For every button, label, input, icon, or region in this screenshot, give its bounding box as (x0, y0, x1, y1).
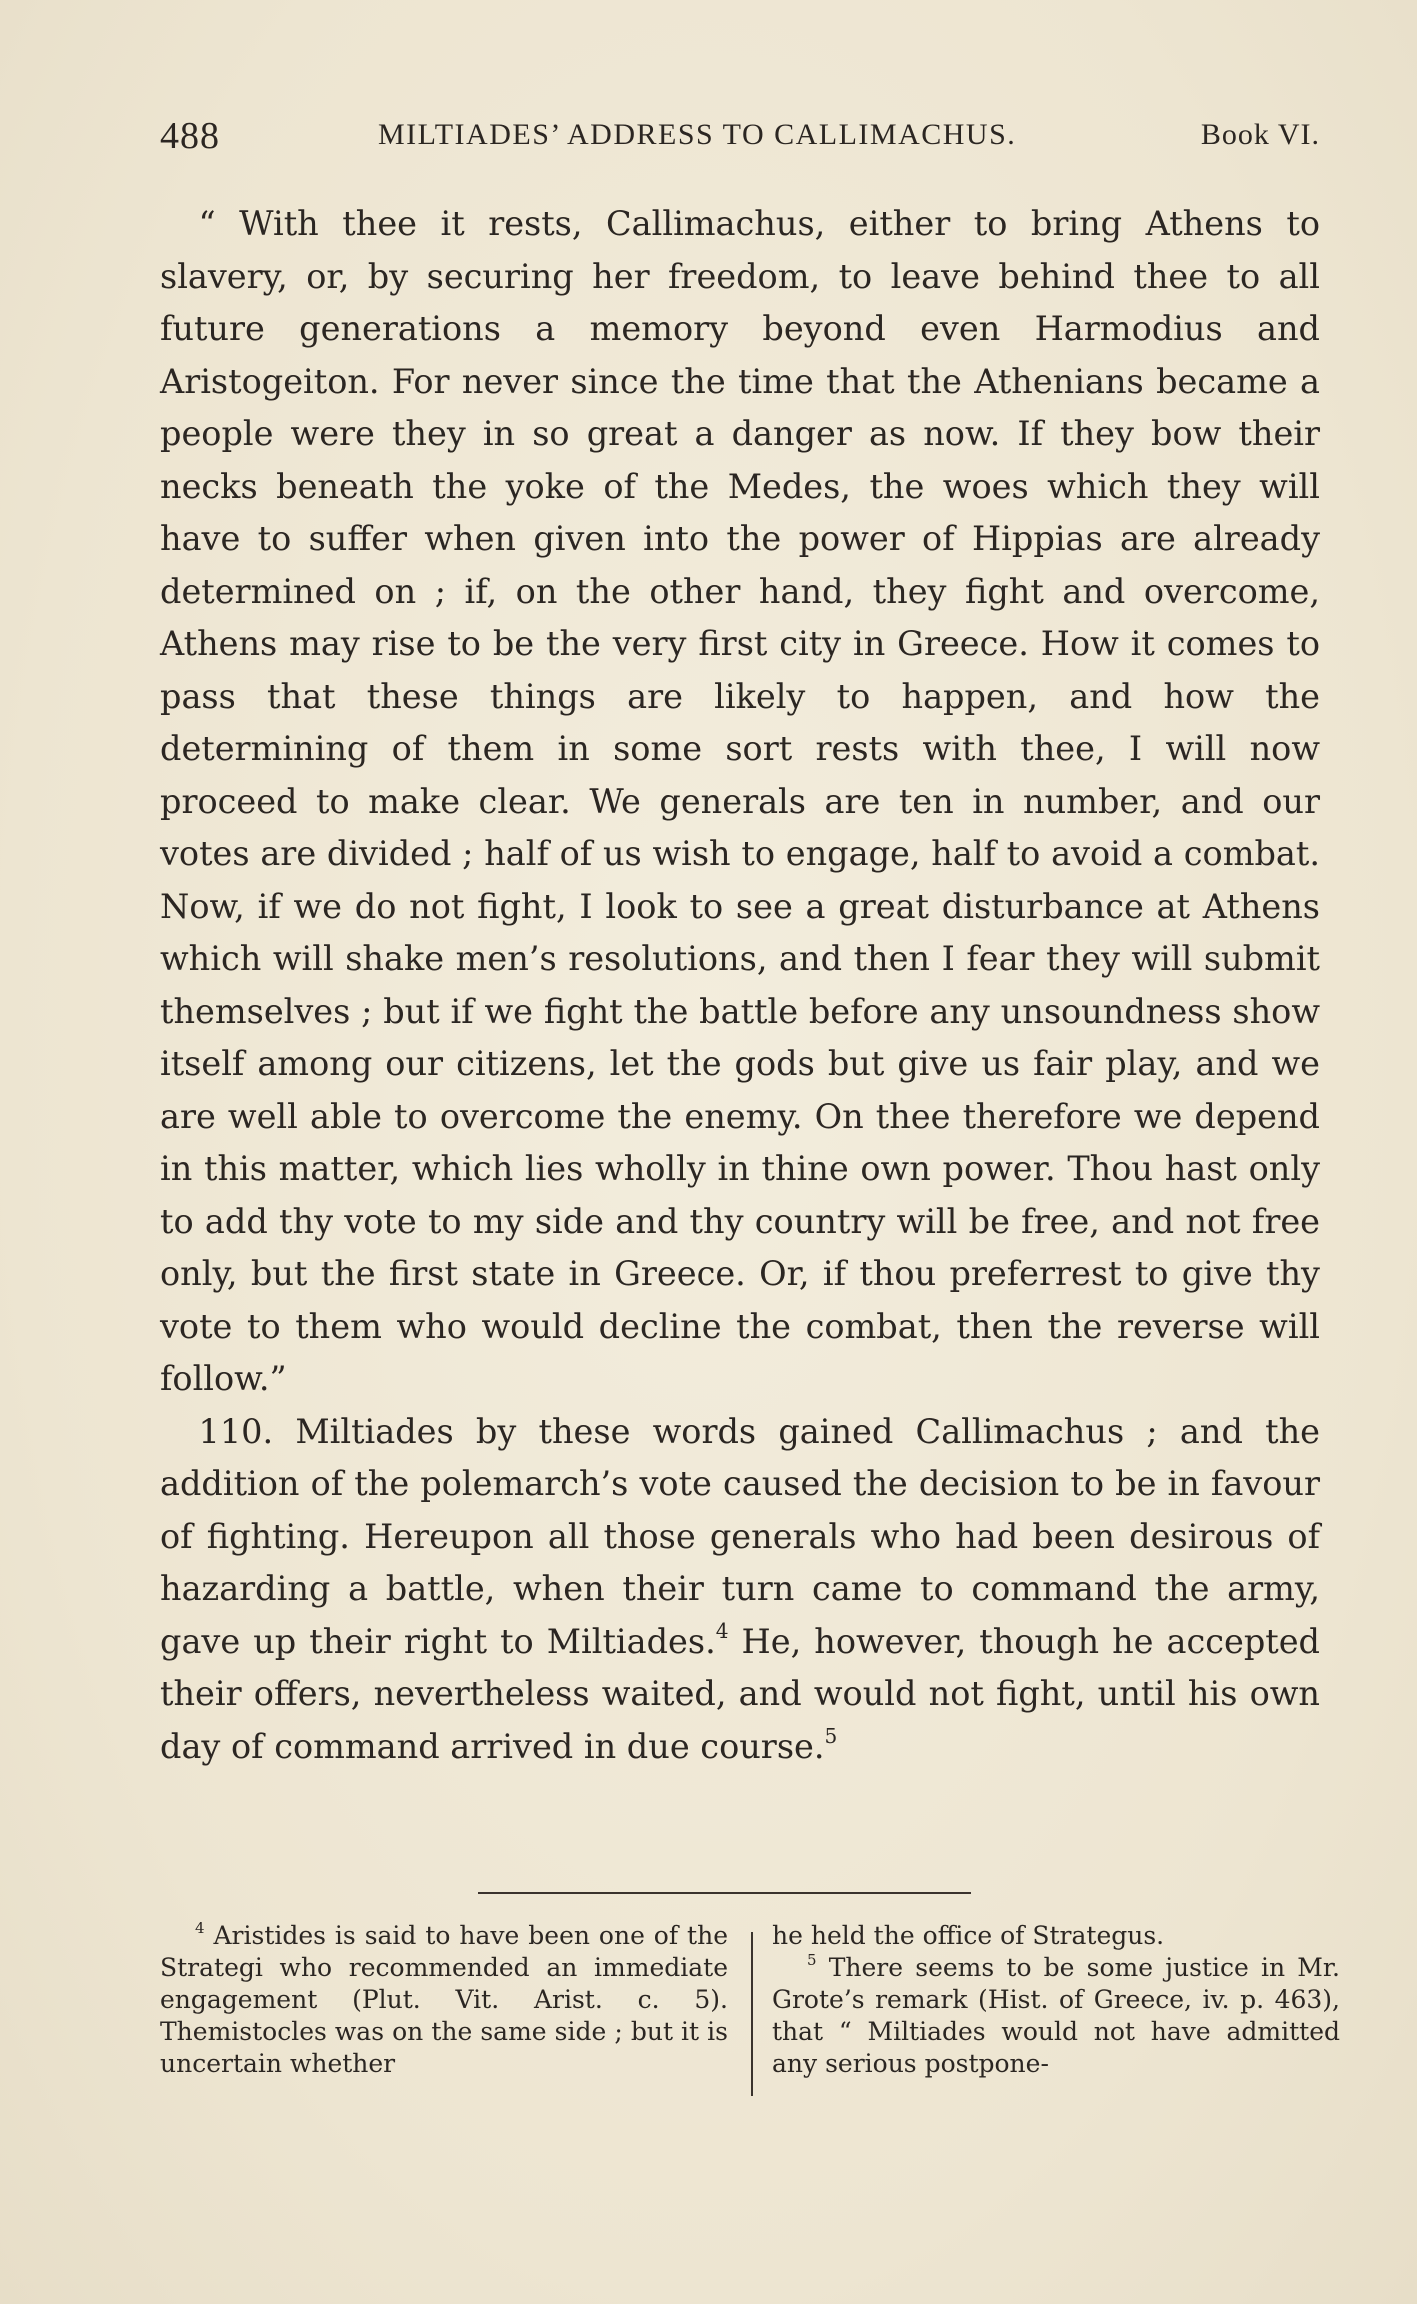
paragraph-110-part-1: 110. Miltiades by these words gained Callimachus ; and the addition of the polemarch’s vote caused the decision to be in favour of fighting. Hereupon all those generals who had been desirous of hazarding a battle, when their turn came to command the army, gave up their right to Miltiades. (160, 1411, 1320, 1661)
running-title: MILTIADES’ ADDRESS TO CALLIMACHUS. (378, 118, 1017, 151)
main-text (160, 198, 1320, 1773)
paragraph-110 (160, 1406, 1320, 1774)
footnote-column-divider (751, 1932, 753, 2096)
footnote-ref-5[interactable]: 5 (824, 1723, 838, 1748)
page-header (160, 108, 1320, 158)
book-label: Book VI. (1200, 118, 1320, 151)
footnote-5-marker: 5 (807, 1950, 817, 1969)
footnote-5-text: There seems to be some justice in Mr. Grote’s remark (Hist. of Greece, iv. p. 463), that “ Miltiades would not have admitted any serious postpone- (772, 1953, 1340, 2078)
page-number: 488 (160, 115, 220, 157)
footnote-4-text: Aristides is said to have been one of the Strategi who recommended an immediate engagement (Plut. Vit. Arist. c. 5). Themistocles was on the same side ; but it is uncertain whether (160, 1921, 728, 2078)
footnote-4-marker: 4 (195, 1918, 205, 1937)
footnote-separator-rule (478, 1892, 971, 1894)
footnote-4 (160, 1920, 728, 2080)
footnote-4-continuation: he held the office of Strategus. (772, 1921, 1165, 1950)
footnote-column-right (772, 1920, 1340, 2080)
paragraph-110-part-2: He, however, though he accepted their offers, nevertheless waited, and would not fight, until his own day of command arrived in due course. (160, 1621, 1320, 1766)
footnote-ref-4[interactable]: 4 (715, 1618, 729, 1643)
footnote-column-left (160, 1920, 728, 2080)
paragraph-speech: “ With thee it rests, Callimachus, either to bring Athens to slavery, or, by securing her freedom, to leave behind thee to all future generations a memory beyond even Harmodius and Aristogeiton. For never since the time that the Athenians became a people were they in so great a danger as now. If they bow their necks beneath the yoke of the Medes, the woes which they will have to suffer when given into the power of Hippias are already determined on ; if, on the other hand, they fight and overcome, Athens may rise to be the very first city in Greece. How it comes to pass that these things are likely to happen, and how the determining of them in some sort rests with thee, I will now proceed to make clear. We generals are ten in number, and our votes are divided ; half of us wish to engage, half to avoid a combat. Now, if we do not fight, I look to see a great disturbance at Athens which will shake men’s resolutions, and then I fear they will submit themselves ; but if we fight the battle before any unsoundness show itself among our citizens, let the gods but give us fair play, and we are well able to overcome the enemy. On thee therefore we depend in this matter, which lies wholly in thine own power. Thou hast only to add thy vote to my side and thy country will be free, and not free only, but the first state in Greece. Or, if thou preferrest to give thy vote to them who would decline the combat, then the reverse will follow.” (160, 204, 1320, 1398)
footnote-5 (772, 1952, 1340, 2080)
